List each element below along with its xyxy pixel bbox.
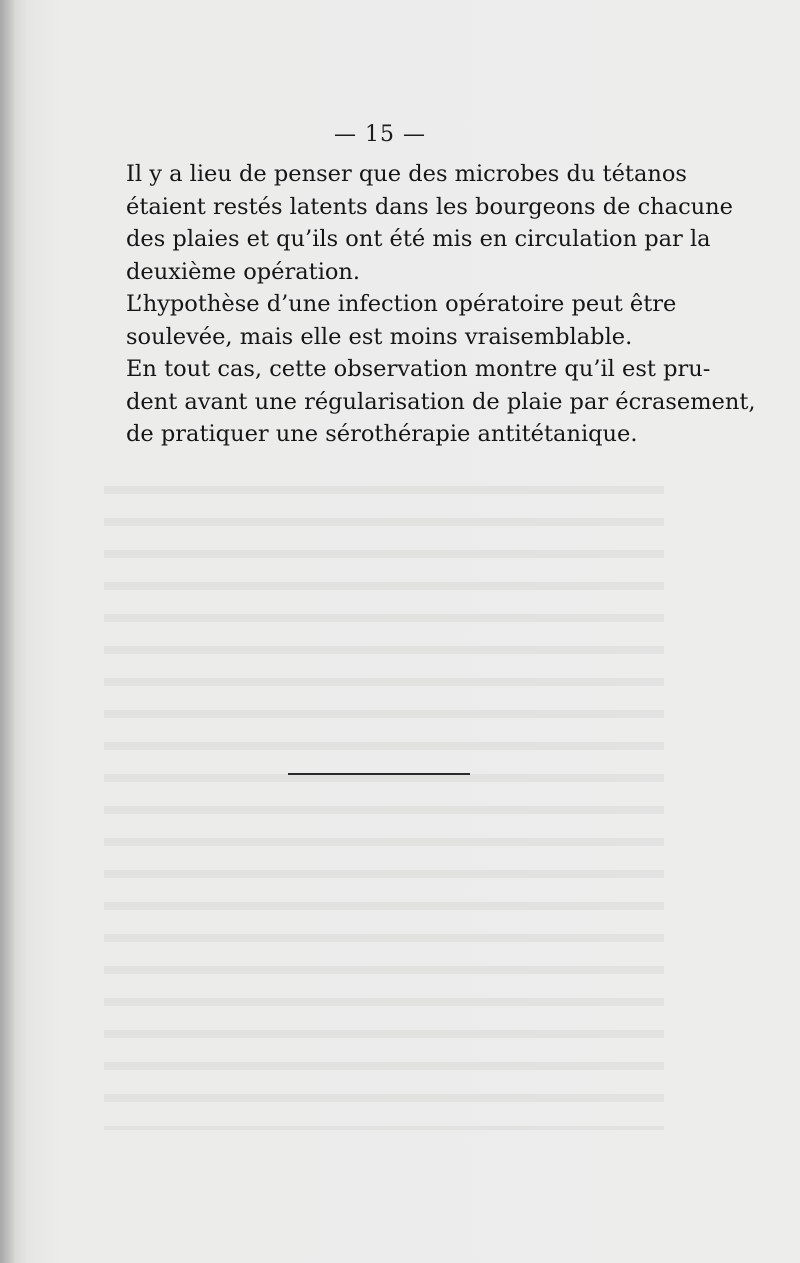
page-number: — 15 — <box>334 122 426 147</box>
text-line: deuxième opération. <box>126 258 361 285</box>
body-text <box>104 158 756 451</box>
text-line: de pratiquer une sérothérapie antitétanique. <box>126 421 638 447</box>
text-line: Il y a lieu de penser que des microbes du tétanos <box>126 161 687 187</box>
paragraph-2 <box>104 288 677 353</box>
spine-shadow <box>0 0 14 1263</box>
text-line: En tout cas, cette observation montre qu’il est pru- <box>126 356 711 382</box>
paragraph-1 <box>104 158 733 288</box>
section-separator-rule <box>288 773 470 775</box>
text-line: des plaies et qu’ils ont été mis en circulation par la <box>126 226 711 252</box>
text-line: étaient restés latents dans les bourgeons de chacune <box>126 193 733 220</box>
reverse-page-show-through <box>104 470 664 1130</box>
text-line: dent avant une régularisation de plaie par écrasement, <box>126 388 756 415</box>
text-line: L’hypothèse d’une infection opératoire peut être <box>126 291 677 317</box>
paragraph-3 <box>104 353 756 451</box>
text-line: soulevée, mais elle est moins vraisemblable. <box>126 323 633 350</box>
